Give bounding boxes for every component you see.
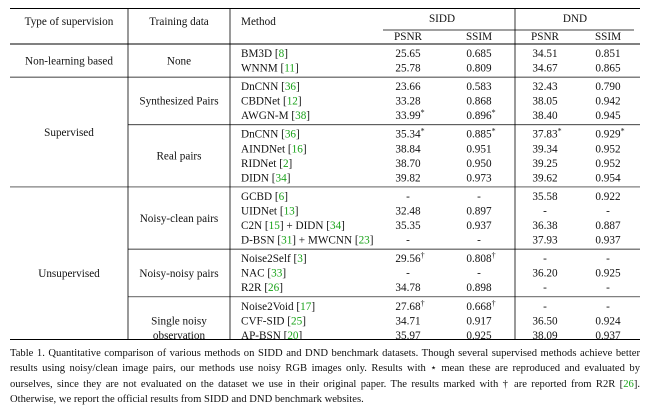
method-name: UIDNet [13] bbox=[241, 205, 299, 218]
metric-cell: 34.78 bbox=[395, 282, 421, 295]
metric-cell: - bbox=[543, 253, 547, 266]
metric-cell: - bbox=[406, 267, 410, 280]
metric-cell: 27.68† bbox=[395, 298, 425, 313]
metric-cell: - bbox=[406, 190, 410, 203]
header-sidd: SIDD bbox=[428, 13, 456, 25]
table-caption: Table 1. Quantitative comparison of various methods on SIDD and DND benchmark datasets. Though several supervised methods achieve better results using noisy/clean image pairs, our methods use noisy RGB images only. Results with ⋆ mean these are reproduced and evaluated by ourselves, since they are not evaluated on the dataset we use in their original paper. The results marked with † are reported from R2R [26]. Otherwise, we report the official results from SIDD and DND benchmark websites. bbox=[10, 348, 640, 406]
method-name: DnCNN [36] bbox=[241, 81, 300, 94]
metric-cell: 0.952 bbox=[595, 157, 621, 170]
metric-cell: - bbox=[606, 205, 610, 218]
metric-cell: 35.97 bbox=[395, 329, 421, 340]
supervision-label: Unsupervised bbox=[38, 267, 100, 280]
metric-cell: 0.952 bbox=[595, 143, 621, 156]
metric-cell: 0.925 bbox=[595, 267, 621, 280]
header-type-of-supervision: Type of supervision bbox=[24, 16, 114, 28]
metric-cell: 0.885* bbox=[466, 126, 496, 141]
metric-cell: 39.62 bbox=[532, 172, 558, 185]
supervision-label: Supervised bbox=[44, 126, 94, 139]
metric-cell: 0.790 bbox=[595, 81, 621, 94]
metric-cell: 0.945 bbox=[595, 110, 621, 123]
metric-cell: 36.20 bbox=[532, 267, 558, 280]
metric-cell: 37.83* bbox=[532, 126, 562, 141]
metric-cell: 0.954 bbox=[595, 172, 621, 185]
metric-cell: 0.951 bbox=[466, 143, 492, 156]
metric-cell: 0.887 bbox=[595, 220, 621, 232]
metric-cell: 0.937 bbox=[595, 234, 621, 247]
metric-cell: - bbox=[543, 300, 547, 313]
header-training-data: Training data bbox=[149, 16, 209, 28]
metric-cell: 0.937 bbox=[466, 220, 492, 232]
method-name: BM3D [8] bbox=[241, 47, 288, 60]
metric-cell: - bbox=[477, 190, 481, 203]
metric-cell: 0.942 bbox=[595, 95, 621, 108]
metric-cell: 38.05 bbox=[532, 95, 558, 108]
metric-cell: 0.897 bbox=[466, 205, 492, 218]
metric-cell: 0.868 bbox=[466, 95, 492, 108]
metric-cell: 35.58 bbox=[532, 190, 558, 203]
metric-cell: 25.78 bbox=[395, 62, 421, 75]
method-name: DnCNN [36] bbox=[241, 128, 300, 141]
metric-cell: 0.950 bbox=[466, 157, 492, 170]
metric-cell: 0.925 bbox=[466, 329, 492, 340]
metric-cell: - bbox=[543, 205, 547, 218]
header-dnd: DND bbox=[562, 13, 588, 25]
training-data-label: None bbox=[166, 55, 192, 68]
header-sidd-psnr: PSNR bbox=[394, 31, 422, 43]
metric-cell: 0.917 bbox=[466, 315, 492, 328]
metric-cell: - bbox=[606, 282, 610, 295]
training-data-label: Single noisy bbox=[151, 315, 207, 328]
metric-cell: 36.38 bbox=[532, 220, 558, 232]
results-table bbox=[10, 8, 640, 340]
metric-cell: 0.809 bbox=[466, 62, 492, 75]
metric-cell: 0.937 bbox=[595, 329, 621, 340]
supervision-label: Non-learning based bbox=[25, 55, 113, 68]
metric-cell: - bbox=[606, 253, 610, 266]
method-name: RIDNet [2] bbox=[241, 157, 293, 170]
metric-cell: 0.922 bbox=[595, 190, 621, 203]
metric-cell: 23.66 bbox=[395, 81, 421, 94]
method-name: C2N [15] + DIDN [34] bbox=[241, 220, 345, 232]
method-name: R2R [26] bbox=[241, 282, 283, 295]
metric-cell: 38.40 bbox=[532, 110, 558, 123]
header-dnd-ssim: SSIM bbox=[594, 31, 622, 43]
method-name: GCBD [6] bbox=[241, 190, 288, 203]
metric-cell: 39.25 bbox=[532, 157, 558, 170]
metric-cell: 37.93 bbox=[532, 234, 558, 247]
metric-cell: 0.865 bbox=[595, 62, 621, 75]
method-name: AWGN-M [38] bbox=[241, 110, 311, 123]
metric-cell: 0.896* bbox=[466, 108, 496, 123]
metric-cell: 39.82 bbox=[395, 172, 421, 185]
metric-cell: 25.65 bbox=[395, 47, 421, 60]
header-sidd-ssim: SSIM bbox=[465, 31, 493, 43]
metric-cell: - bbox=[543, 282, 547, 295]
training-data-label: Real pairs bbox=[156, 150, 202, 163]
method-name: Noise2Void [17] bbox=[241, 300, 316, 313]
metric-cell: 36.50 bbox=[532, 315, 558, 328]
method-name: AP-BSN [20] bbox=[241, 329, 303, 340]
metric-cell: 0.685 bbox=[466, 47, 492, 60]
metric-cell: 38.70 bbox=[395, 157, 421, 170]
method-name: Noise2Self [3] bbox=[241, 253, 307, 266]
metric-cell: 35.35 bbox=[395, 220, 421, 232]
method-name: DIDN [34] bbox=[241, 172, 291, 185]
metric-cell: 0.583 bbox=[466, 81, 492, 94]
metric-cell: 33.28 bbox=[395, 95, 421, 108]
metric-cell: 38.84 bbox=[395, 143, 421, 156]
metric-cell: 32.48 bbox=[395, 205, 421, 218]
training-data-label: Synthesized Pairs bbox=[139, 95, 219, 108]
metric-cell: 0.973 bbox=[466, 172, 492, 185]
header-method: Method bbox=[241, 16, 276, 28]
metric-cell: 35.34* bbox=[395, 126, 425, 141]
method-name: CBDNet [12] bbox=[241, 95, 302, 108]
method-name: D-BSN [31] + MWCNN [23] bbox=[241, 234, 374, 247]
metric-cell: 0.929* bbox=[595, 126, 625, 141]
metric-cell: - bbox=[477, 267, 481, 280]
header-dnd-psnr: PSNR bbox=[531, 31, 559, 43]
training-data-label: Noisy-clean pairs bbox=[139, 212, 219, 225]
metric-cell: - bbox=[477, 234, 481, 247]
training-data-label: Noisy-noisy pairs bbox=[139, 267, 219, 280]
metric-cell: 32.43 bbox=[532, 81, 558, 94]
metric-cell: 34.51 bbox=[532, 47, 558, 60]
metric-cell: 39.34 bbox=[532, 143, 558, 156]
method-name: NAC [33] bbox=[241, 267, 287, 280]
method-name: AINDNet [16] bbox=[241, 143, 307, 156]
metric-cell: 34.67 bbox=[532, 62, 558, 75]
training-data-label: observation bbox=[152, 329, 206, 340]
metric-cell: 38.09 bbox=[532, 329, 558, 340]
metric-cell: 0.668† bbox=[466, 298, 496, 313]
metric-cell: - bbox=[606, 300, 610, 313]
metric-cell: 0.924 bbox=[595, 315, 621, 328]
method-name: CVF-SID [25] bbox=[241, 315, 306, 328]
metric-cell: 34.71 bbox=[395, 315, 421, 328]
metric-cell: 0.851 bbox=[595, 47, 621, 60]
metric-cell: 0.808† bbox=[466, 251, 496, 266]
metric-cell: 33.99* bbox=[395, 108, 425, 123]
method-name: WNNM [11] bbox=[241, 62, 299, 75]
metric-cell: 29.56† bbox=[395, 251, 425, 266]
metric-cell: - bbox=[406, 234, 410, 247]
metric-cell: 0.898 bbox=[466, 282, 492, 295]
